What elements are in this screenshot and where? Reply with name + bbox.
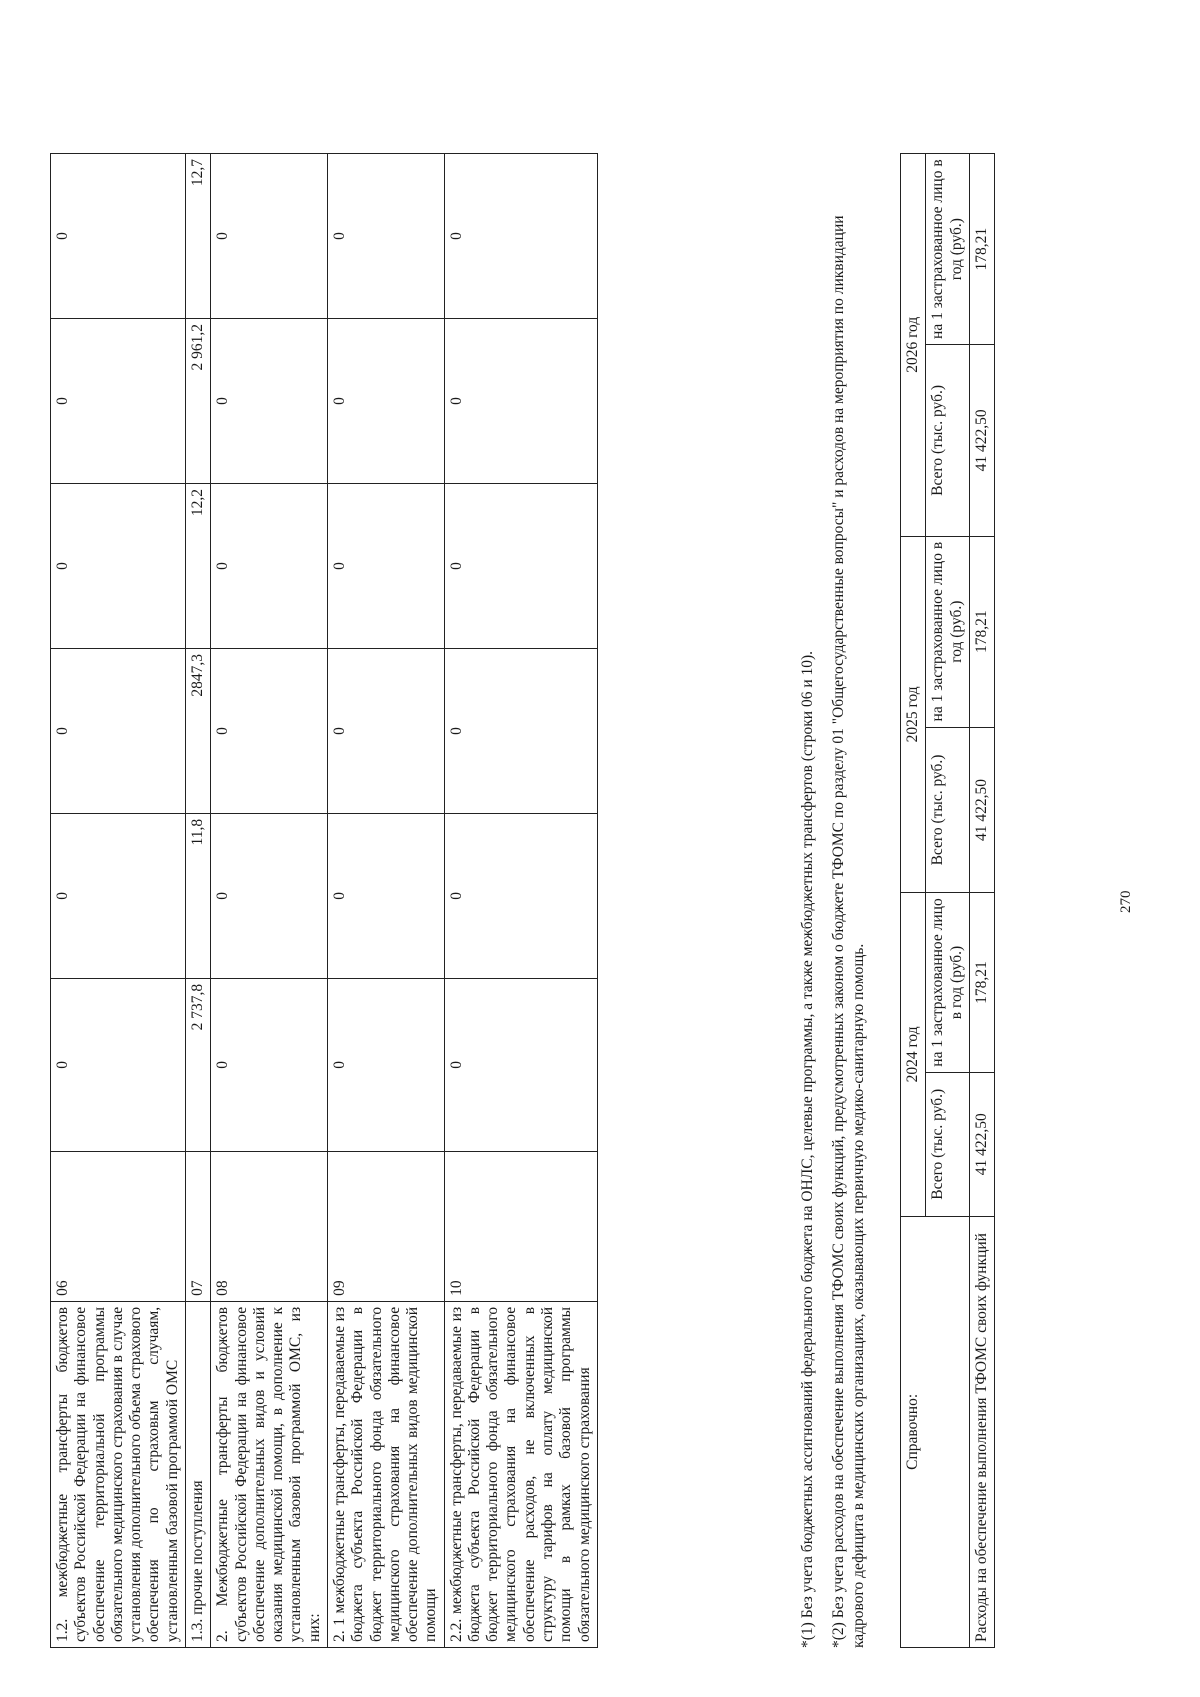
- table-row: [444, 154, 597, 1648]
- year-2024: 2024 год: [901, 893, 926, 1217]
- row-value: 0: [51, 813, 186, 978]
- row-label: 2. 1 межбюджетные трансферты, передаваемые из бюджета субъекта Российской Федерации в бюджет территориального фонда обязательного медицинского страхования на финансовое обеспечение дополнительных видов медицинской помощи: [327, 1301, 444, 1647]
- reference-data-row: [969, 154, 994, 1648]
- row-value: 0: [327, 648, 444, 813]
- row-value: 0: [444, 978, 597, 1151]
- reference-value: 41 422,50: [969, 727, 994, 892]
- year-2026: 2026 год: [901, 154, 926, 537]
- rotated-page: [40, 48, 1160, 1648]
- row-code: 06: [51, 1151, 186, 1301]
- col-total-2025: Всего (тыс. руб.): [926, 727, 970, 892]
- budget-table: [50, 153, 598, 1648]
- row-value: 0: [327, 813, 444, 978]
- col-per-person-2025: на 1 застрахованное лицо в год (руб.): [926, 536, 970, 727]
- table-row: [185, 154, 210, 1648]
- page-number: 270: [1118, 890, 1134, 913]
- row-value: 2 961,2: [185, 319, 210, 484]
- footnotes: [798, 153, 880, 1648]
- row-label: 1.3. прочие поступления: [185, 1301, 210, 1647]
- row-value: 0: [444, 813, 597, 978]
- row-value: 0: [51, 319, 186, 484]
- row-value: 0: [327, 978, 444, 1151]
- row-value: 0: [211, 648, 328, 813]
- col-total-2026: Всего (тыс. руб.): [926, 345, 970, 536]
- row-value: 0: [327, 319, 444, 484]
- col-per-person-2024: на 1 застрахованное лицо в год (руб.): [926, 893, 970, 1073]
- footnote-2: *(2) Без учета расходов на обеспечение выполнения ТФОМС своих функций, предусмотренных законом о бюджете ТФОМС по разделу 01 "Общегосударственные вопросы" и расходов на мероприятия по ликвидации кадрового дефицита в медицинских организациях, оказывающих первичную медико-санитарную помощь.: [830, 215, 867, 1648]
- row-value: 0: [51, 483, 186, 648]
- row-value: 0: [51, 648, 186, 813]
- row-value: 0: [444, 319, 597, 484]
- row-value: 0: [211, 154, 328, 319]
- reference-value: 41 422,50: [969, 1072, 994, 1216]
- table-row: [51, 154, 186, 1648]
- row-value: 0: [51, 154, 186, 319]
- col-per-person-2026: на 1 застрахованное лицо в год (руб.): [926, 154, 970, 345]
- reference-value: 178,21: [969, 893, 994, 1073]
- row-label: 1.2. межбюджетные трансферты бюджетов субъектов Российской Федерации на финансовое обеспечение территориальной программы обязательного медицинского страхования в случае установления дополнительного объема страхового обеспечения по страховым случаям, установленным базовой программой ОМС: [51, 1301, 186, 1647]
- row-code: 09: [327, 1151, 444, 1301]
- row-value: 0: [327, 154, 444, 319]
- col-total-2024: Всего (тыс. руб.): [926, 1072, 970, 1216]
- row-value: 0: [51, 978, 186, 1151]
- table-row: [211, 154, 328, 1648]
- row-value: 12,7: [185, 154, 210, 319]
- reference-table: [900, 153, 995, 1648]
- reference-value: 41 422,50: [969, 345, 994, 536]
- row-value: 2847,3: [185, 648, 210, 813]
- row-value: 0: [211, 813, 328, 978]
- row-value: 0: [444, 648, 597, 813]
- reference-header: Справочно:: [901, 1216, 970, 1647]
- row-value: 0: [211, 483, 328, 648]
- reference-year-row: [901, 154, 926, 1648]
- reference-row-label: Расходы на обеспечение выполнения ТФОМС своих функций: [969, 1216, 994, 1647]
- row-code: 10: [444, 1151, 597, 1301]
- reference-value: 178,21: [969, 154, 994, 345]
- row-label: 2.2. межбюджетные трансферты, передаваемые из бюджета субъекта Российской Федерации в бюджет территориального фонда обязательного медицинского страхования на финансовое обеспечение расходов, не включенных в структуру тарифов на оплату медицинской помощи в рамках базовой программы обязательного медицинского страхования: [444, 1301, 597, 1647]
- reference-value: 178,21: [969, 536, 994, 727]
- footnote-1: *(1) Без учета бюджетных ассигнований федерального бюджета на ОНЛС, целевые программы, а также межбюджетных трансфертов (строки 06 и 10).: [799, 650, 816, 1648]
- table-row: [327, 154, 444, 1648]
- row-code: 07: [185, 1151, 210, 1301]
- row-value: 0: [327, 483, 444, 648]
- row-value: 0: [211, 978, 328, 1151]
- row-code: 08: [211, 1151, 328, 1301]
- row-value: 2 737,8: [185, 978, 210, 1151]
- row-value: 12,2: [185, 483, 210, 648]
- row-label: 2. Межбюджетные трансферты бюджетов субъектов Российской Федерации на финансовое обеспечение дополнительных видов и условий оказания медицинской помощи, в дополнение к установленным базовой программой ОМС, из них:: [211, 1301, 328, 1647]
- year-2025: 2025 год: [901, 536, 926, 893]
- row-value: 11,8: [185, 813, 210, 978]
- row-value: 0: [444, 483, 597, 648]
- row-value: 0: [211, 319, 328, 484]
- row-value: 0: [444, 154, 597, 319]
